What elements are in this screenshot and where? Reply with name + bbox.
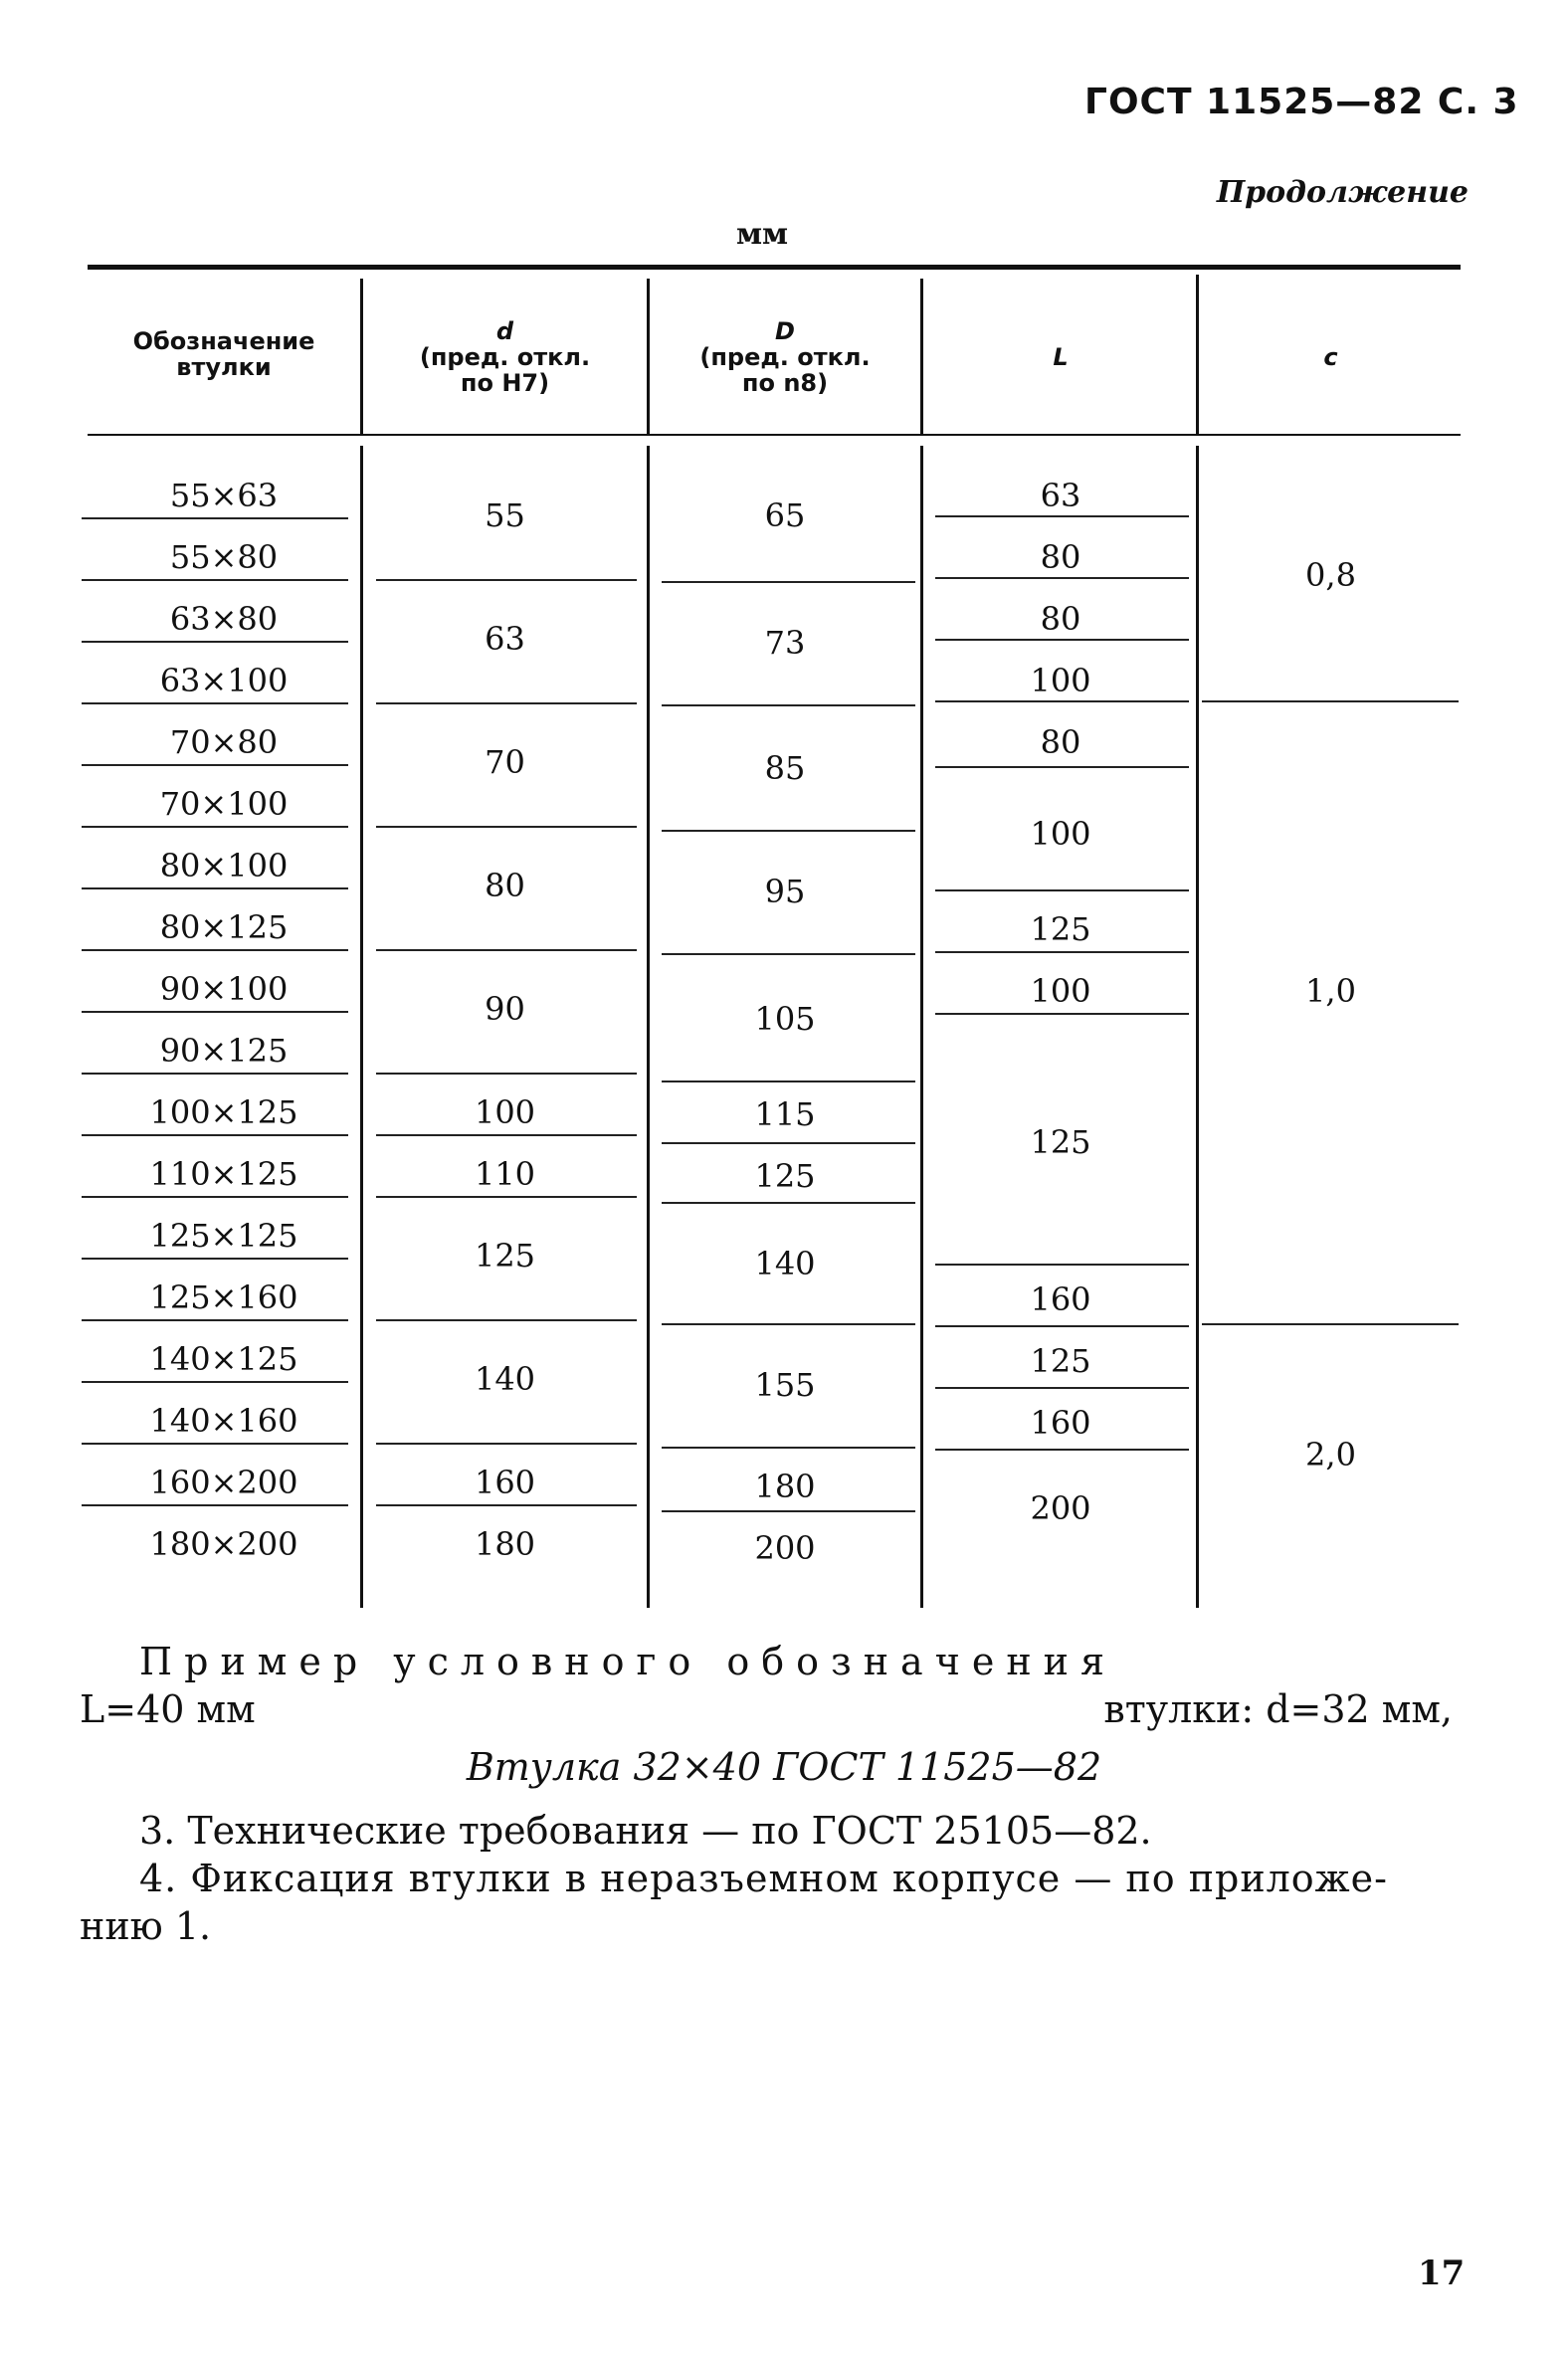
body-divider — [1196, 446, 1199, 1608]
example-line2: L=40 мм — [80, 1687, 256, 1731]
header-divider — [647, 279, 650, 434]
designation-cell: 80×125 — [159, 908, 289, 946]
d-cell: 100 — [474, 1093, 536, 1131]
table-header-rule — [88, 434, 1461, 436]
designation-cell: 125×160 — [149, 1278, 298, 1316]
row-rule — [935, 639, 1189, 641]
L-cell: 125 — [1030, 910, 1091, 948]
col-header-c: c — [1323, 343, 1338, 371]
row-rule — [82, 1504, 348, 1506]
header-divider — [1196, 275, 1199, 434]
row-rule — [82, 764, 348, 766]
c-cell: 2,0 — [1305, 1436, 1356, 1473]
row-rule — [82, 517, 348, 519]
d-cell: 70 — [485, 743, 525, 781]
row-rule — [662, 704, 915, 706]
row-rule — [82, 1381, 348, 1383]
row-rule — [376, 579, 637, 581]
D-cell: 180 — [754, 1468, 816, 1505]
designation-cell: 55×63 — [169, 477, 279, 514]
row-rule — [82, 887, 348, 889]
D-cell: 65 — [764, 496, 806, 534]
L-cell: 200 — [1030, 1489, 1091, 1527]
row-rule — [662, 953, 915, 955]
L-cell: 160 — [1030, 1404, 1091, 1442]
row-rule — [662, 1323, 915, 1325]
body-divider — [647, 446, 650, 1608]
row-rule — [935, 577, 1189, 579]
row-rule — [82, 1258, 348, 1260]
row-rule — [82, 1443, 348, 1445]
L-cell: 63 — [1040, 477, 1081, 514]
row-rule — [82, 1196, 348, 1198]
item-4-line2: нию 1. — [80, 1904, 212, 1948]
continuation-label: Продолжение — [1216, 175, 1469, 210]
L-cell: 80 — [1040, 538, 1081, 576]
designation-cell: 110×125 — [149, 1155, 298, 1193]
row-rule — [376, 949, 637, 951]
col-header-D: D (пред. откл. по n8) — [699, 317, 871, 397]
col-header-d: d (пред. откл. по H7) — [419, 317, 591, 397]
designation-cell: 160×200 — [149, 1464, 298, 1501]
d-cell: 110 — [474, 1155, 536, 1193]
row-rule — [1202, 700, 1459, 702]
row-rule — [82, 702, 348, 704]
designation-cell: 90×100 — [159, 970, 289, 1008]
designation-cell: 70×80 — [169, 723, 279, 761]
body-divider — [920, 446, 923, 1608]
D-cell: 73 — [764, 624, 806, 662]
row-rule — [935, 766, 1189, 768]
row-rule — [376, 1134, 637, 1136]
row-rule — [82, 1011, 348, 1013]
table-top-rule — [88, 265, 1461, 270]
designation-cell: 63×100 — [159, 662, 289, 699]
d-cell: 63 — [485, 620, 525, 658]
L-cell: 80 — [1040, 600, 1081, 638]
d-cell: 140 — [474, 1360, 536, 1398]
row-rule — [935, 515, 1189, 517]
L-cell: 100 — [1030, 972, 1091, 1010]
D-cell: 85 — [764, 749, 806, 787]
row-rule — [662, 1080, 915, 1082]
d-cell: 180 — [474, 1525, 536, 1563]
row-rule — [935, 889, 1189, 891]
header-divider — [920, 279, 923, 434]
row-rule — [376, 702, 637, 704]
designation-cell: 63×80 — [169, 600, 279, 638]
row-rule — [82, 949, 348, 951]
D-cell: 125 — [754, 1157, 816, 1195]
row-rule — [662, 1142, 915, 1144]
designation-cell: 80×100 — [159, 847, 289, 884]
row-rule — [376, 1196, 637, 1198]
row-rule — [82, 1319, 348, 1321]
row-rule — [662, 1447, 915, 1449]
row-rule — [82, 579, 348, 581]
row-rule — [82, 1073, 348, 1075]
col-header-designation: Обозначение втулки — [132, 327, 315, 381]
designation-cell: 90×125 — [159, 1032, 289, 1070]
row-rule — [662, 581, 915, 583]
row-rule — [376, 826, 637, 828]
row-rule — [935, 951, 1189, 953]
designation-cell: 140×160 — [149, 1402, 298, 1440]
row-rule — [82, 1134, 348, 1136]
row-rule — [82, 641, 348, 643]
d-cell: 125 — [474, 1237, 536, 1275]
item-3: 3. Технические требования — по ГОСТ 25105—82. — [139, 1809, 1152, 1853]
d-cell: 55 — [485, 496, 525, 534]
row-rule — [935, 1387, 1189, 1389]
designation-cell: 70×100 — [159, 785, 289, 823]
d-cell: 80 — [485, 867, 525, 904]
L-cell: 160 — [1030, 1280, 1091, 1318]
row-rule — [935, 700, 1189, 702]
designation-cell: 55×80 — [169, 538, 279, 576]
example-designation: Втулка 32×40 ГОСТ 11525—82 — [466, 1745, 1102, 1789]
L-cell: 125 — [1030, 1123, 1091, 1161]
page-number: 17 — [1418, 2254, 1466, 2293]
example-paragraph: Пример условного обозначения втулки: d=32 мм, — [139, 1640, 1453, 1731]
D-cell: 105 — [754, 1000, 816, 1038]
D-cell: 115 — [754, 1095, 816, 1133]
d-cell: 160 — [474, 1464, 536, 1501]
L-cell: 125 — [1030, 1342, 1091, 1380]
header-divider — [360, 279, 363, 434]
row-rule — [376, 1073, 637, 1075]
row-rule — [662, 1202, 915, 1204]
designation-cell: 125×125 — [149, 1217, 298, 1255]
row-rule — [662, 1510, 915, 1512]
row-rule — [376, 1443, 637, 1445]
designation-cell: 140×125 — [149, 1340, 298, 1378]
row-rule — [376, 1319, 637, 1321]
row-rule — [662, 830, 915, 832]
row-rule — [82, 826, 348, 828]
D-cell: 140 — [754, 1245, 816, 1282]
d-cell: 90 — [485, 990, 525, 1028]
c-cell: 1,0 — [1305, 972, 1356, 1010]
L-cell: 100 — [1030, 815, 1091, 853]
designation-cell: 180×200 — [149, 1525, 298, 1563]
L-cell: 80 — [1040, 723, 1081, 761]
D-cell: 95 — [764, 873, 806, 910]
row-rule — [1202, 1323, 1459, 1325]
units-label: мм — [736, 217, 789, 252]
row-rule — [935, 1013, 1189, 1015]
c-cell: 0,8 — [1305, 556, 1356, 594]
row-rule — [935, 1325, 1189, 1327]
row-rule — [376, 1504, 637, 1506]
document-header: ГОСТ 11525—82 С. 3 — [1084, 82, 1519, 122]
L-cell: 100 — [1030, 662, 1091, 699]
row-rule — [935, 1264, 1189, 1266]
row-rule — [935, 1449, 1189, 1451]
col-header-L: L — [1053, 343, 1069, 371]
item-4-line1: 4. Фиксация втулки в неразъемном корпусе — по приложе- — [139, 1857, 1388, 1900]
designation-cell: 100×125 — [149, 1093, 298, 1131]
body-divider — [360, 446, 363, 1608]
D-cell: 200 — [754, 1529, 816, 1567]
D-cell: 155 — [754, 1366, 816, 1404]
